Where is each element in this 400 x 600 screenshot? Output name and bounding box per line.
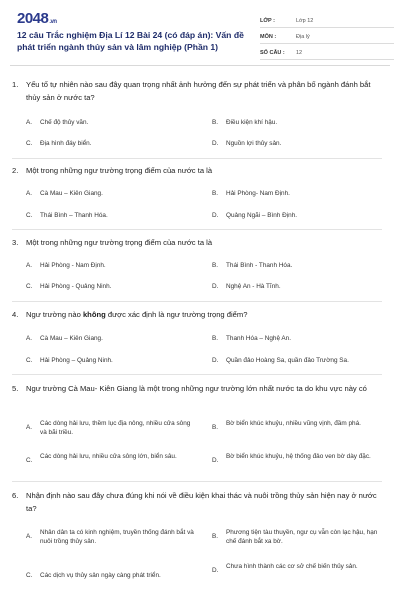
option-6c[interactable]: C. Các dịch vụ thủy sản ngày càng phát triển. [26,572,161,579]
meta-subject: MÔN : Địa lý [260,30,394,44]
option-3c[interactable]: C. Hải Phòng - Quảng Ninh. [26,283,112,290]
option-2b[interactable]: B. Hải Phòng- Nam Định. [212,190,290,197]
option-3d[interactable]: D. Nghệ An - Hà Tĩnh. [212,283,281,290]
option-2c[interactable]: C. Thái Bình – Thanh Hóa. [26,212,108,219]
document-title: 12 câu Trắc nghiệm Địa Lí 12 Bài 24 (có đáp án): Vấn đề phát triển ngành thủy sản và lâm nghiệp (Phần 1) [17,30,244,52]
divider [12,301,382,302]
site-logo[interactable]: 2048.vn [17,10,57,27]
option-6d[interactable]: D. Chưa hình thành các cơ sở chế biến thủy sản. [212,563,358,574]
option-4d[interactable]: D. Quần đảo Hoàng Sa, quần đảo Trường Sa. [212,357,349,364]
option-4b[interactable]: B. Thanh Hóa – Nghệ An. [212,335,292,342]
option-3b[interactable]: B. Thái Bình - Thanh Hóa. [212,262,293,269]
question-text: Ngư trường Cà Mau- Kiên Giang là một trong những ngư trường lớn nhất nước ta do khu vực này có [26,384,367,393]
question-2: 2. Một trong những ngư trường trọng điểm của nước ta là [12,164,382,177]
document-header [10,0,390,66]
option-5b[interactable]: B. Bờ biển khúc khuỷu, nhiều vũng vịnh, đầm phá. [212,420,361,431]
option-4a[interactable]: A. Cà Mau – Kiên Giang. [26,335,103,342]
question-text: Ngư trường nào không được xác định là ngư trường trọng điểm? [26,310,248,319]
question-text: Một trong những ngư trường trọng điểm của nước ta là [26,166,213,175]
option-5a[interactable]: A. Các dòng hải lưu, thềm lục địa nông, nhiều cửa sông và bãi triều. [26,420,191,436]
divider [12,158,382,159]
document-meta [260,14,394,62]
meta-question-count: SỐ CÂU : 12 [260,46,394,60]
question-text: Một trong những ngư trường trọng điểm của nước ta là [26,238,213,247]
meta-class: LỚP : Lớp 12 [260,14,394,28]
question-4: 4. Ngư trường nào không được xác định là ngư trường trọng điểm? [12,308,382,321]
divider [12,374,382,375]
question-5: 5. Ngư trường Cà Mau- Kiên Giang là một trong những ngư trường lớn nhất nước ta do khu vực này có [12,382,382,395]
option-2d[interactable]: D. Quảng Ngãi – Bình Định. [212,212,298,219]
question-3: 3. Một trong những ngư trường trọng điểm của nước ta là [12,236,382,249]
option-6b[interactable]: B. Phương tiện tàu thuyền, ngư cụ vẫn còn lạc hậu, hạn chế đánh bắt xa bờ. [212,529,378,545]
option-3a[interactable]: A. Hải Phòng - Nam Định. [26,262,106,269]
option-1a[interactable]: A. Chế độ thủy văn. [26,119,89,126]
option-5d[interactable]: D. Bờ biển khúc khuỷu, hệ thống đảo ven bờ dày đặc. [212,453,371,464]
question-6: 6. Nhận định nào sau đây chưa đúng khi nói về điều kiện khai thác và nuôi trồng thủy sản hiện nay ở nước ta? [12,489,382,515]
option-4c[interactable]: C. Hải Phòng – Quảng Ninh. [26,357,113,364]
option-5c[interactable]: C. Các dòng hải lưu, nhiều cửa sông lớn, biển sâu. [26,453,177,464]
option-1d[interactable]: D. Nguồn lợi thủy sản. [212,140,282,147]
divider [12,481,382,482]
question-1: 1. Yếu tố tự nhiên nào sau đây quan trọng nhất ảnh hưởng đến sự phát triển và phân bố ngành đánh bắt thủy sản ở nước ta? [12,78,382,104]
question-text: Nhận định nào sau đây chưa đúng khi nói về điều kiện khai thác và nuôi trồng thủy sản hiện nay ở nước ta? [26,491,377,513]
option-6a[interactable]: A. Nhân dân ta có kinh nghiệm, truyền thống đánh bắt và nuôi trồng thủy sản. [26,529,194,545]
option-2a[interactable]: A. Cà Mau – Kiên Giang. [26,190,103,197]
divider [12,229,382,230]
option-1b[interactable]: B. Điều kiện khí hậu. [212,119,278,126]
question-text: Yếu tố tự nhiên nào sau đây quan trọng nhất ảnh hưởng đến sự phát triển và phân bố ngành đánh bắt thủy sản ở nước ta? [26,80,371,102]
option-1c[interactable]: C. Địa hình đáy biển. [26,140,92,147]
